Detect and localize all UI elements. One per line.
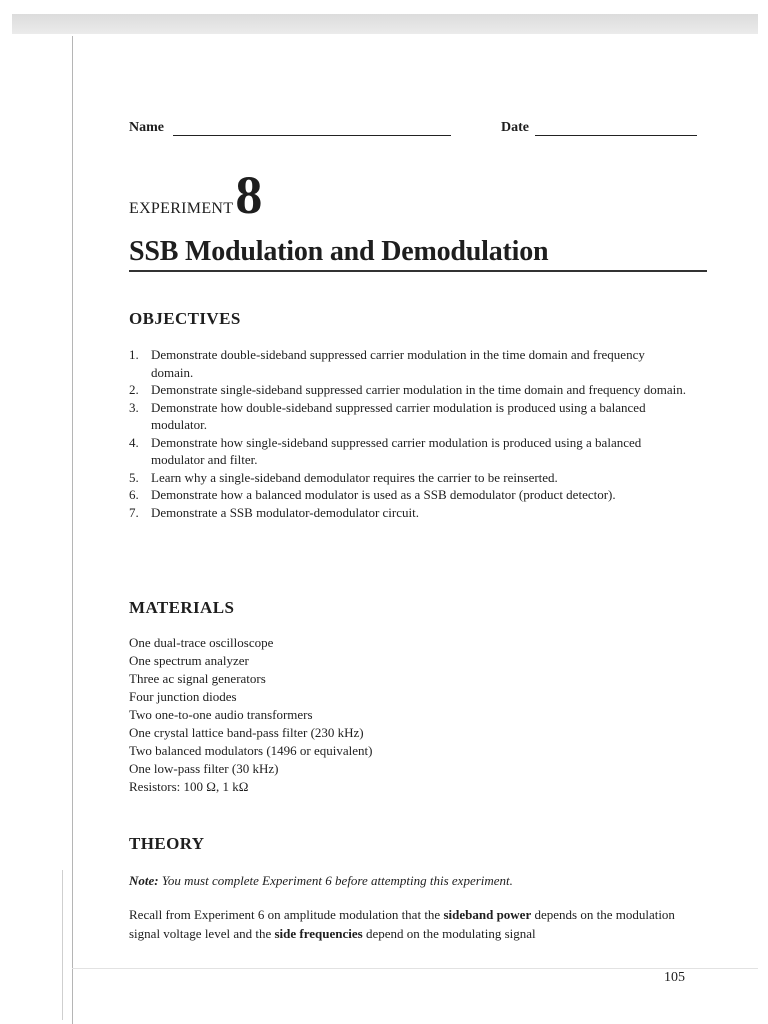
list-item-number: 2. [129, 382, 139, 397]
list-item-number: 1. [129, 347, 139, 362]
list-item-text: Demonstrate single-sideband suppressed carrier modulation in the time domain and frequency domain. [151, 382, 687, 397]
list-item [129, 346, 689, 381]
list-item-text: Learn why a single-sideband demodulator requires the carrier to be reinserted. [151, 469, 558, 485]
list-item-text: Demonstrate a SSB modulator-demodulator circuit. [151, 504, 419, 520]
list-item-number: 5. [129, 469, 139, 485]
scan-bottom-line [72, 968, 758, 969]
paragraph-text: depends on the modulation signal voltage level and the [129, 907, 675, 941]
page-title: SSB Modulation and Demodulation [129, 236, 707, 272]
list-item-number: 6. [129, 487, 139, 502]
list-item: Two one-to-one audio transformers [129, 707, 313, 722]
experiment-number: 8 [235, 165, 263, 225]
list-item: One crystal lattice band-pass filter (230 kHz) [129, 725, 364, 740]
list-item: One spectrum analyzer [129, 653, 249, 668]
list-item: One dual-trace oscilloscope [129, 635, 274, 650]
paragraph-bold-term: side frequencies [274, 925, 363, 941]
paragraph-text: depend on the modulating signal [362, 925, 536, 941]
list-item: Resistors: 100 Ω, 1 kΩ [129, 779, 249, 794]
name-date-row [129, 120, 699, 140]
note-text: You must complete Experiment 6 before attempting this experiment. [161, 873, 513, 888]
list-item: Three ac signal generators [129, 671, 266, 686]
date-blank-line [535, 135, 697, 136]
list-item-text: Demonstrate double-sideband suppressed carrier modulation in the time domain and frequency domain. [151, 347, 645, 380]
list-item [129, 504, 689, 522]
page-binding-edge [72, 36, 73, 1024]
list-item: Two balanced modulators (1496 or equivalent) [129, 743, 373, 758]
theory-note [129, 873, 513, 889]
materials-list [129, 634, 373, 796]
page-number: 105 [664, 970, 685, 985]
list-item [129, 469, 689, 487]
experiment-heading [129, 165, 263, 225]
objectives-list [129, 346, 689, 521]
name-blank-line [173, 135, 451, 136]
note-label: Note: [129, 873, 159, 888]
paragraph-text: Recall from Experiment 6 on amplitude modulation that the [129, 907, 444, 922]
list-item [129, 486, 689, 504]
list-item-text: Demonstrate how a balanced modulator is used as a SSB demodulator (product detector). [151, 487, 616, 502]
list-item: Four junction diodes [129, 689, 237, 704]
list-item: One low-pass filter (30 kHz) [129, 761, 279, 776]
page-binding-edge-secondary [62, 870, 63, 1020]
list-item [129, 399, 689, 434]
theory-paragraph [129, 906, 709, 943]
date-label: Date [501, 120, 529, 135]
name-label: Name [129, 120, 164, 135]
theory-heading: THEORY [129, 834, 205, 853]
scan-edge-shadow [12, 14, 758, 34]
list-item-number: 4. [129, 434, 139, 450]
list-item-text: Demonstrate how double-sideband suppressed carrier modulation is produced using a balanced modulator. [151, 399, 646, 432]
list-item-text: Demonstrate how single-sideband suppressed carrier modulation is produced using a balanced modulator and filter. [151, 434, 642, 467]
experiment-label: EXPERIMENT [129, 200, 234, 217]
list-item-number: 3. [129, 399, 139, 415]
list-item-number: 7. [129, 504, 139, 520]
objectives-heading: OBJECTIVES [129, 309, 241, 328]
list-item [129, 381, 689, 399]
list-item [129, 434, 689, 469]
materials-heading: MATERIALS [129, 598, 235, 617]
paragraph-bold-term: sideband power [443, 907, 532, 922]
